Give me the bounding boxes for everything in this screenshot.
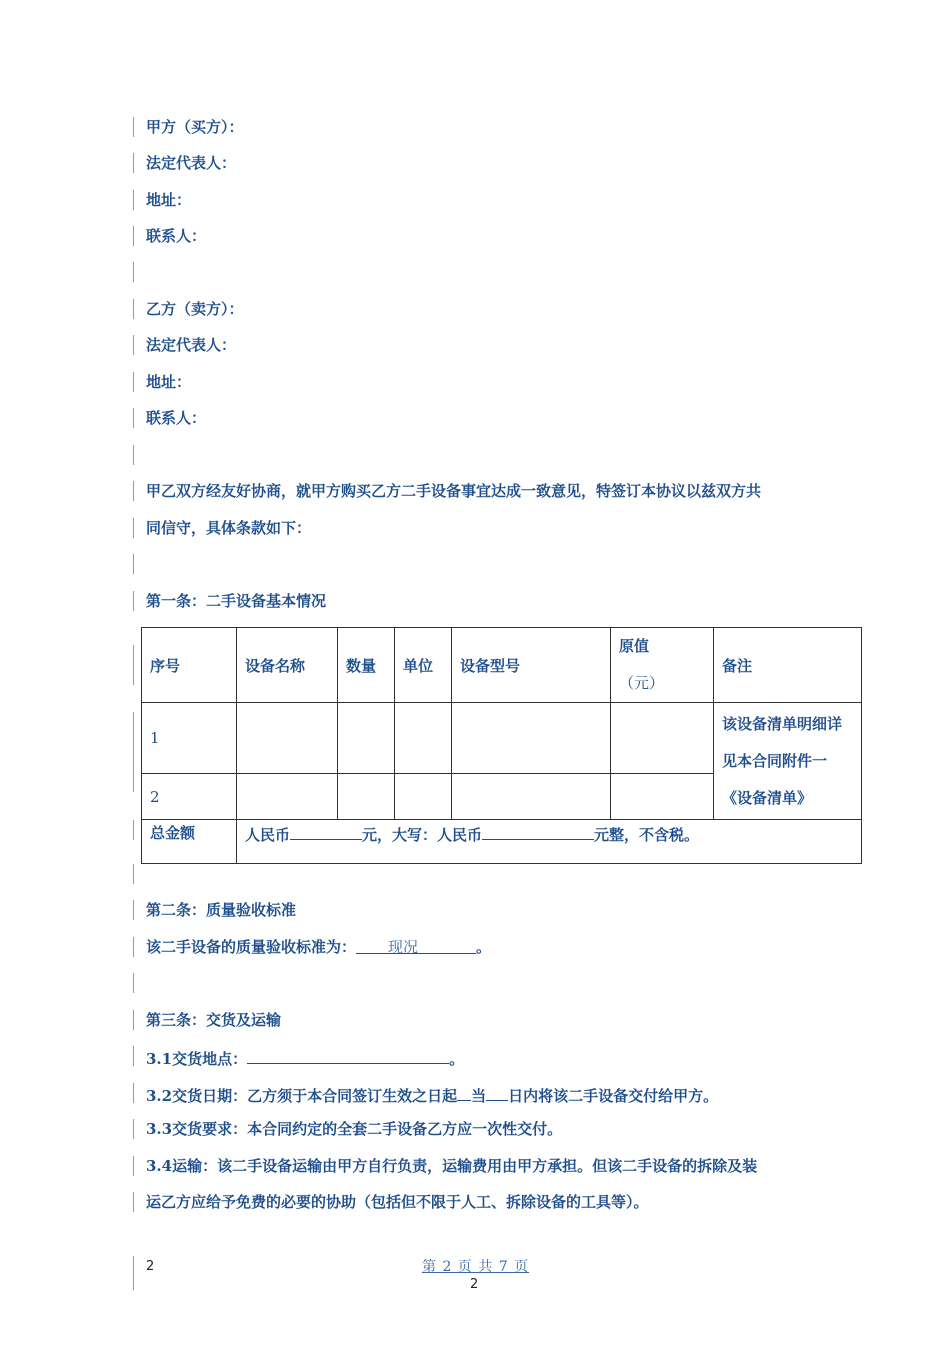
margin-bar [133,190,134,210]
footer-left-number: 2 [146,1259,155,1274]
table-row [142,703,862,774]
header-value [611,628,714,703]
standard-label: 该二手设备的质量验收标准为： [146,938,357,956]
delivery-place-blank [247,1046,449,1064]
margin-bar [133,937,134,957]
article-3-title: 第三条：交货及运输 [146,1011,282,1029]
remark-line-1: 该设备清单明细详 [722,714,843,733]
margin-bar [133,153,134,173]
article-3-item-3: 3.3交货要求：本合同约定的全套二手设备乙方应一次性交付。 [146,1120,563,1138]
row-2-name [237,774,338,820]
party-a-title: 甲方（买方）： [146,118,244,136]
margin-bar [133,117,134,137]
article-3-item-1 [146,1046,464,1069]
margin-bar [133,518,134,538]
standard-value: 现况 [356,937,476,954]
row-2-model [452,774,611,820]
margin-bar [133,591,134,611]
margin-bar [133,820,134,840]
total-amount-blank [290,822,362,840]
delivery-place-end: 。 [449,1050,465,1068]
margin-bar [133,408,134,428]
equipment-table [141,627,862,864]
row-1-name [237,703,338,774]
margin-bar [133,900,134,920]
standard-end: 。 [476,938,492,956]
party-b-legal-rep: 法定代表人： [146,336,237,354]
row-1-qty [338,703,395,774]
article-3-item-4-line-1: 3.4运输：该二手设备运输由甲方自行负责，运输费用由甲方承担。但该二手设备的拆除及装 [146,1157,758,1175]
article-1-title: 第一条：二手设备基本情况 [146,592,327,610]
total-part-3: 元整，不含税。 [594,826,700,844]
row-1-unit [395,703,452,774]
header-unit: 单位 [395,628,452,703]
margin-bar [133,1192,134,1212]
article-2-title: 第二条：质量验收标准 [146,901,297,919]
article-3-item-2 [146,1083,718,1106]
header-name: 设备名称 [237,628,338,703]
row-2-unit [395,774,452,820]
margin-bar [133,712,134,792]
table-header-row [142,628,862,703]
row-1-model [452,703,611,774]
margin-bar [133,372,134,392]
delivery-date-a: 3.2交货日期：乙方须于本合同签订生效之日起 [146,1087,458,1105]
delivery-date-b: 当 [471,1087,487,1105]
party-b-contact: 联系人： [146,409,207,427]
party-b-title: 乙方（卖方）： [146,300,244,318]
footer-page-indicator[interactable]: 第 2 页 共 7 页 [422,1259,530,1275]
margin-bar [133,554,134,574]
party-a-address: 地址： [146,191,192,209]
total-label: 总金额 [142,820,237,864]
margin-bar [133,645,134,685]
margin-bar [133,973,134,993]
margin-bar [133,1119,134,1139]
margin-bar [133,299,134,319]
row-2-value [611,774,714,820]
footer-bottom-number: 2 [470,1277,479,1292]
total-chinese-blank [482,822,594,840]
header-qty: 数量 [338,628,395,703]
party-a-legal-rep: 法定代表人： [146,154,237,172]
remark-line-2: 见本合同附件一 [722,751,828,770]
party-a-contact: 联系人： [146,227,207,245]
article-2-standard [146,937,491,957]
article-3-item-4-line-2: 运乙方应给予免费的必要的协助（包括但不限于人工、拆除设备的工具等）。 [146,1193,649,1211]
total-amount [237,820,862,864]
margin-bar [133,1010,134,1030]
margin-bar [133,1156,134,1176]
remark-line-3: 《设备清单》 [722,788,813,807]
header-value-line-2: （元） [619,674,665,692]
total-part-2: 元，大写：人民币 [362,826,483,844]
remark-cell [714,703,862,820]
intro-line-2: 同信守，具体条款如下： [146,519,312,537]
party-b-address: 地址： [146,373,192,391]
margin-bar [133,1046,134,1066]
delivery-date-blank-2 [486,1083,508,1101]
table-total-row [142,820,862,864]
total-part-1: 人民币 [245,826,291,844]
margin-bar [133,335,134,355]
margin-bar [133,1083,134,1103]
row-1-seq: 1 [142,703,237,774]
margin-bar [133,445,134,465]
margin-bar [133,481,134,501]
row-2-qty [338,774,395,820]
margin-bar [133,226,134,246]
margin-bar [133,1256,134,1290]
delivery-date-c: 日内将该二手设备交付给甲方。 [508,1087,719,1105]
delivery-place-label: 3.1交货地点： [146,1050,248,1068]
row-2-seq: 2 [142,774,237,820]
row-1-value [611,703,714,774]
intro-line-1: 甲乙双方经友好协商，就甲方购买乙方二手设备事宜达成一致意见，特签订本协议以兹双方共 [146,482,762,500]
header-model: 设备型号 [452,628,611,703]
header-seq: 序号 [142,628,237,703]
margin-bar [133,262,134,282]
header-value-line-1: 原值 [619,637,650,655]
margin-bar [133,864,134,884]
delivery-date-blank-1 [457,1083,471,1101]
header-remark: 备注 [714,628,862,703]
